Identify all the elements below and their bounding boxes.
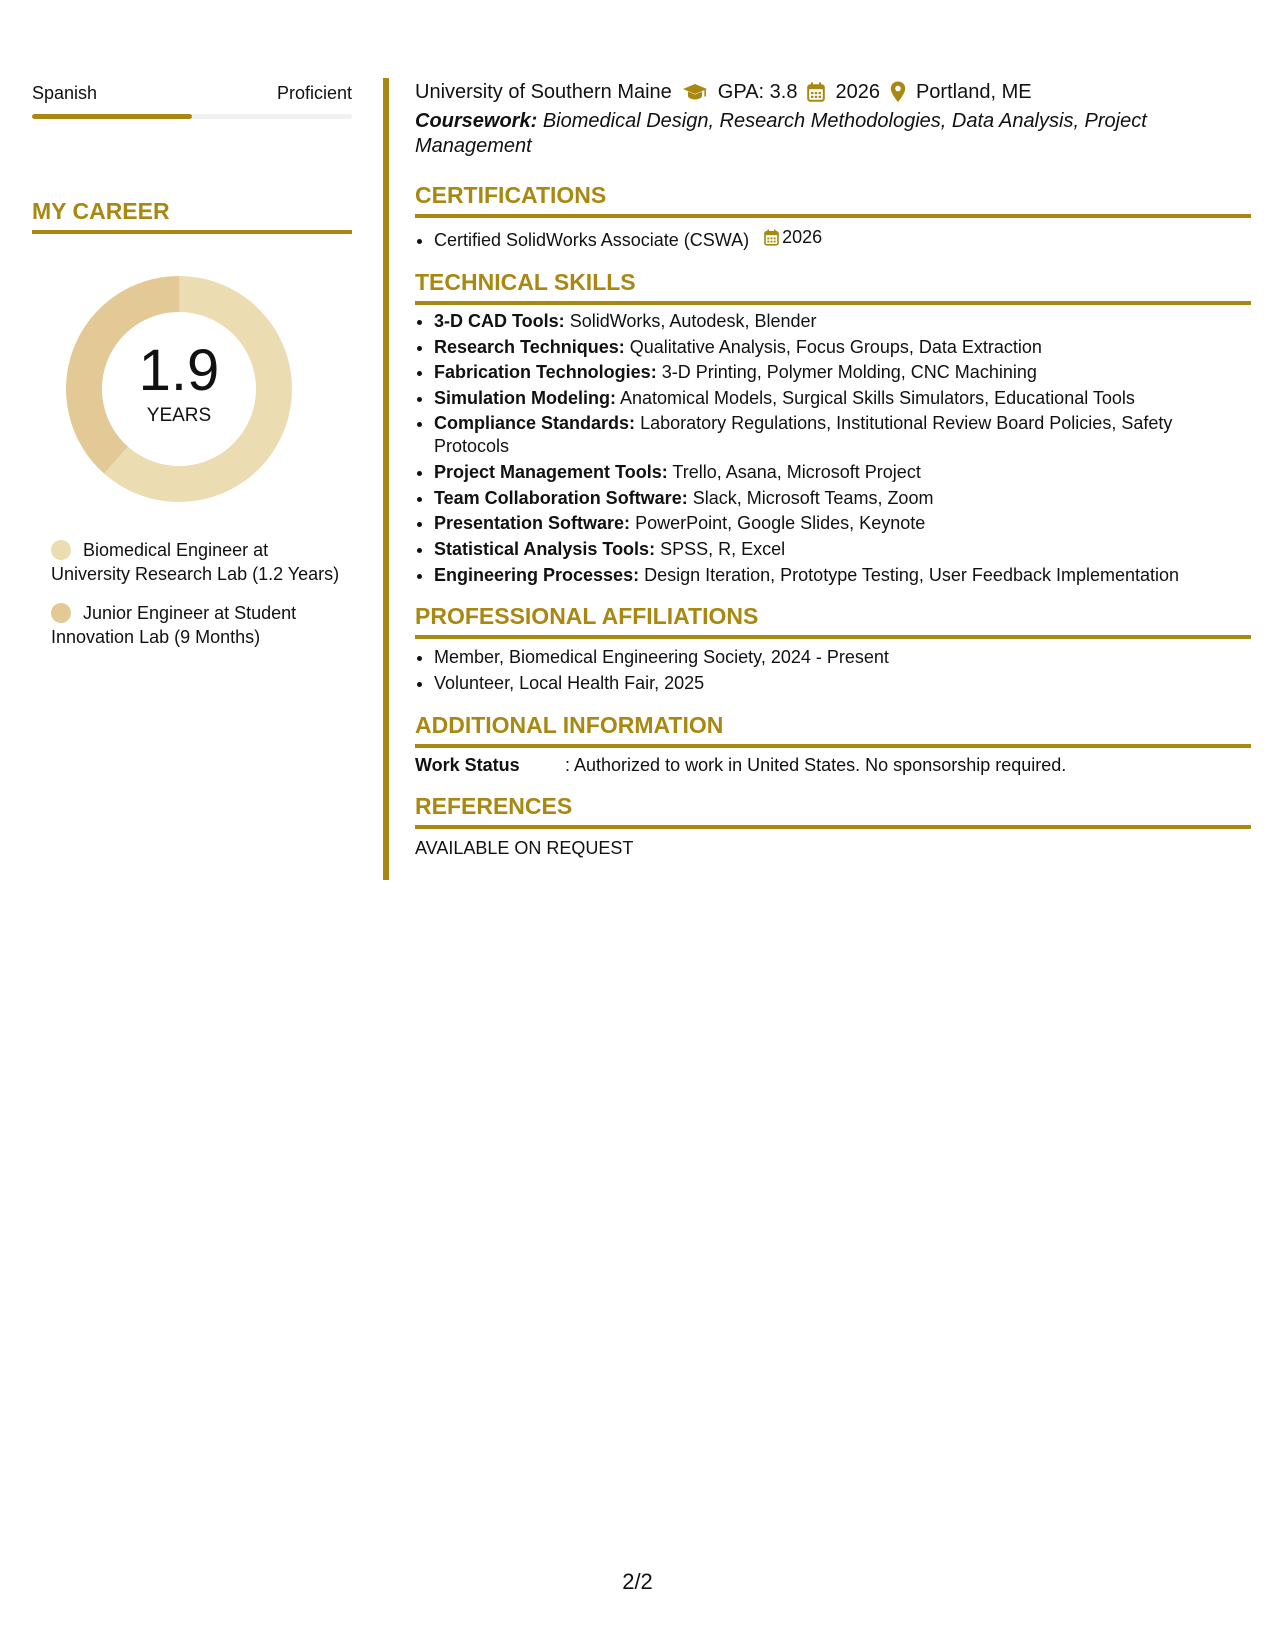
skill-item [434,335,1251,361]
references-section [415,792,1251,862]
skill-category: Research Techniques: [434,336,625,357]
page-number: 2/2 [622,1569,653,1594]
affiliations-list [415,644,1251,696]
career-legend-label: Biomedical Engineer at University Research Lab (1.2 Years) [51,540,340,584]
skills-rule [415,301,1251,305]
certification-year: 2026 [782,227,823,247]
left-column [32,78,352,664]
column-divider [383,78,389,880]
calendar-icon [807,82,825,102]
legend-dot-icon [51,540,71,560]
language-level-bar [32,114,352,119]
additional-rule [415,744,1251,748]
skill-values: SolidWorks, Autodesk, Blender [569,311,817,331]
career-total-unit: YEARS [146,405,212,426]
education-coursework [415,109,1251,159]
graduation-cap-icon [682,83,708,101]
skill-item [434,511,1251,537]
certifications-section [415,181,1251,254]
skills-list [415,309,1251,588]
skill-values: PowerPoint, Google Slides, Keynote [635,513,926,534]
career-donut-center [66,276,292,502]
skill-values: 3-D Printing, Polymer Molding, CNC Machining [661,362,1037,383]
education-row [415,78,1251,106]
calendar-icon [764,229,779,246]
education-location: Portland, ME [915,81,1032,103]
legend-dot-icon [51,603,71,623]
additional-title: ADDITIONAL INFORMATION [415,712,724,739]
certifications-rule [415,214,1251,218]
references-text: AVAILABLE ON REQUEST [415,838,634,859]
skill-item [434,309,1251,335]
skill-values: Trello, Asana, Microsoft Project [672,461,921,482]
skill-values: Anatomical Models, Surgical Skills Simulators, Educational Tools [620,388,1135,409]
career-donut-chart [66,276,292,502]
skill-item [434,460,1251,486]
skills-section [415,268,1251,588]
certification-item [434,224,1251,254]
skill-item [434,386,1251,412]
career-legend-label: Junior Engineer at Student Innovation Lab (9 Months) [51,603,297,647]
certifications-title: CERTIFICATIONS [415,182,607,208]
references-rule [415,825,1251,829]
affiliation-item: • Volunteer, Local Health Fair, 2025 [434,670,1251,696]
affiliation-item: • Member, Biomedical Engineering Society, 2024 - Present [434,644,1251,670]
skill-category: Fabrication Technologies: [434,362,657,383]
work-status-label: Work Status [415,755,520,776]
career-legend-item [51,538,341,586]
education-gpa: GPA: 3.8 [717,81,798,103]
skill-values: Design Iteration, Prototype Testing, User Feedback Implementation [644,564,1180,585]
map-pin-icon [890,81,906,103]
career-total-years: 1.9 [138,338,220,403]
skill-item [434,486,1251,512]
work-status-row [415,752,1251,779]
certification-name: Certified SolidWorks Associate (CSWA) [434,230,750,250]
certification-date [764,224,822,251]
skill-item [434,537,1251,563]
skill-category: Statistical Analysis Tools: [434,538,656,559]
career-title-rule [32,230,352,234]
skill-category: Compliance Standards: [434,412,636,433]
language-level: Proficient [276,83,352,103]
additional-section [415,711,1251,779]
skill-category: Engineering Processes: [434,564,640,585]
education-school: University of Southern Maine [415,81,672,103]
work-status-value: : Authorized to work in United States. No sponsorship required. [565,755,1067,776]
affiliations-section [415,602,1251,696]
language-name: Spanish [32,83,98,103]
right-column [415,78,1251,862]
coursework-list: Biomedical Design, Research Methodologies, Data Analysis, Project Management [415,110,1147,157]
skill-category: Team Collaboration Software: [434,487,688,508]
skill-item [434,360,1251,386]
references-title: REFERENCES [415,793,573,820]
skill-category: Presentation Software: [434,513,631,534]
skill-values: Laboratory Regulations, Institutional Review Board Policies, Safety Protocols [434,412,1173,456]
skills-title: TECHNICAL SKILLS [415,269,636,295]
career-legend [51,538,341,649]
coursework-label: Coursework: [415,110,538,132]
skill-values: Slack, Microsoft Teams, Zoom [692,487,934,508]
language-level-fill [32,114,192,119]
certifications-list [415,224,1251,254]
skill-category: 3-D CAD Tools: [434,311,565,331]
career-title: MY CAREER [32,198,170,224]
education-year: 2026 [835,81,880,103]
skill-values: Qualitative Analysis, Focus Groups, Data Extraction [629,336,1042,357]
affiliations-rule [415,635,1251,639]
skill-category: Simulation Modeling: [434,388,616,409]
language-row [32,78,352,108]
affiliations-title: PROFESSIONAL AFFILIATIONS [415,603,759,630]
skill-item [434,563,1251,589]
skill-values: SPSS, R, Excel [660,538,786,559]
skill-category: Project Management Tools: [434,461,668,482]
career-legend-item [51,601,341,649]
skill-item [434,412,1251,458]
